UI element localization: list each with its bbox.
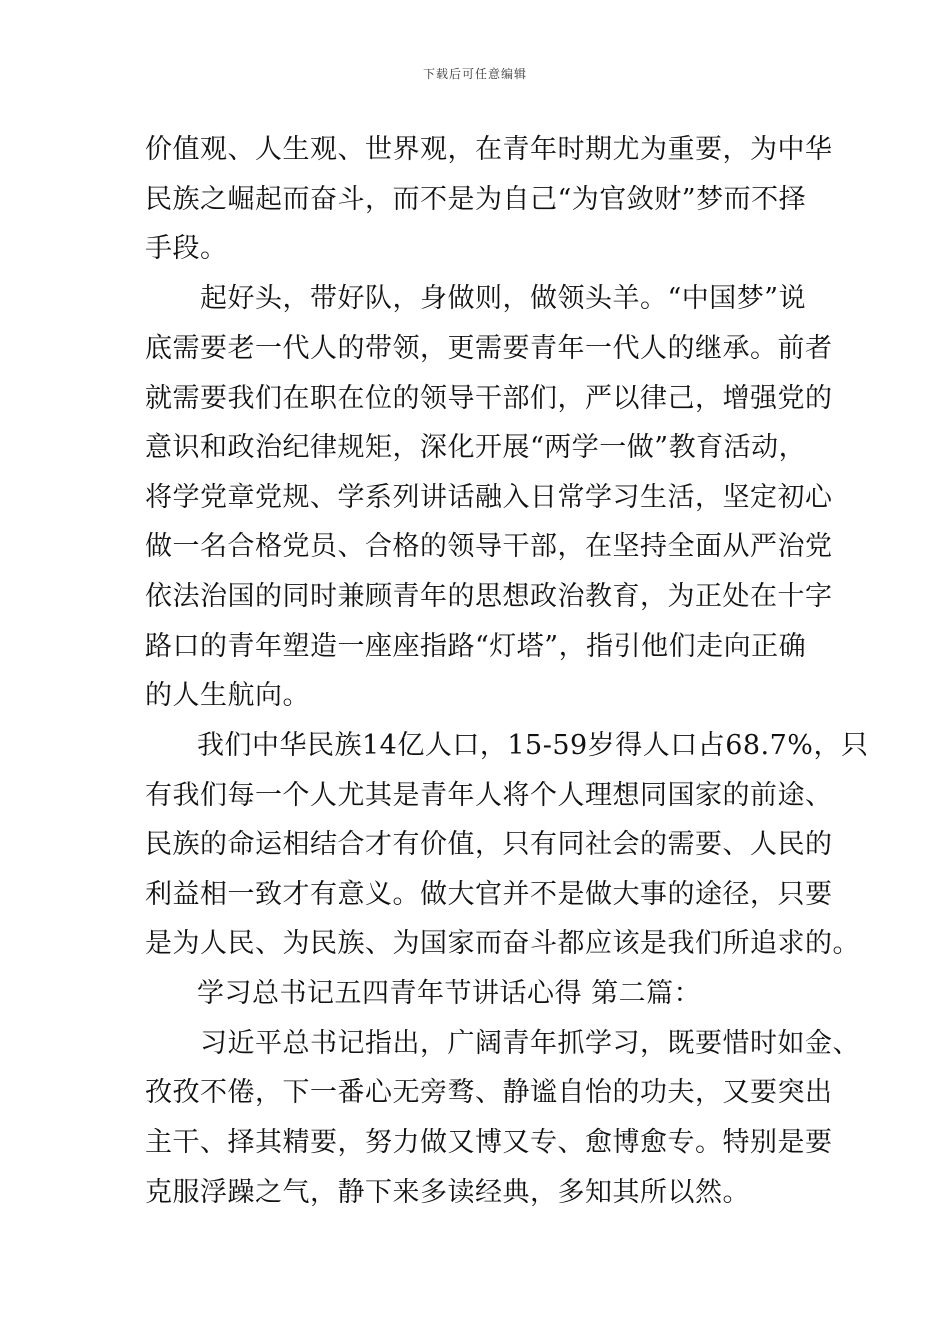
body-line: 利益相一致才有意义。做大官并不是做大事的途径，只要 (145, 879, 833, 910)
body-line: 的人生航向。 (145, 680, 310, 711)
body-line: 手段。 (145, 233, 228, 264)
body-line: 意识和政治纪律规矩，深化开展“两学一做”教育活动， (145, 432, 807, 463)
page-header: 下载后可任意编辑 (422, 67, 527, 81)
body-line: 有我们每一个人尤其是青年人将个人理想同国家的前途、 (145, 780, 833, 811)
body-line: 民族的命运相结合才有价值，只有同社会的需要、人民的 (145, 829, 833, 860)
body-line: 底需要老一代人的带领，更需要青年一代人的继承。前者 (145, 333, 833, 364)
body-line: 路口的青年塑造一座座指路“灯塔”，指引他们走向正确 (145, 631, 807, 662)
paragraph-first-line: 习近平总书记指出，广阔青年抓学习，既要惜时如金、 (200, 1028, 860, 1059)
body-line: 就需要我们在职在位的领导干部们，严以律己，增强党的 (145, 383, 833, 414)
body-line: 将学党章党规、学系列讲话融入日常学习生活，坚定初心 (145, 482, 833, 513)
body-line: 价值观、人生观、世界观，在青年时期尤为重要，为中华 (145, 134, 833, 165)
body-line: 克服浮躁之气，静下来多读经典，多知其所以然。 (145, 1177, 750, 1208)
section-heading: 学习总书记五四青年节讲话心得 第二篇： (197, 978, 702, 1009)
body-line: 依法治国的同时兼顾青年的思想政治教育，为正处在十字 (145, 581, 833, 612)
body-line: 是为人民、为民族、为国家而奋斗都应该是我们所追求的。 (145, 928, 860, 959)
paragraph-first-line: 起好头，带好队，身做则，做领头羊。“中国梦”说 (200, 283, 807, 314)
body-line: 主干、择其精要，努力做又博又专、愈博愈专。特别是要 (145, 1127, 833, 1158)
body-line: 孜孜不倦，下一番心无旁骛、静谧自怡的功夫，又要突出 (145, 1077, 833, 1108)
body-line: 做一名合格党员、合格的领导干部，在坚持全面从严治党 (145, 531, 833, 562)
paragraph-first-line: 我们中华民族14亿人口，15-59岁得人口占68.7%，只 (197, 730, 869, 761)
body-line: 民族之崛起而奋斗，而不是为自己“为官敛财”梦而不择 (145, 184, 807, 215)
